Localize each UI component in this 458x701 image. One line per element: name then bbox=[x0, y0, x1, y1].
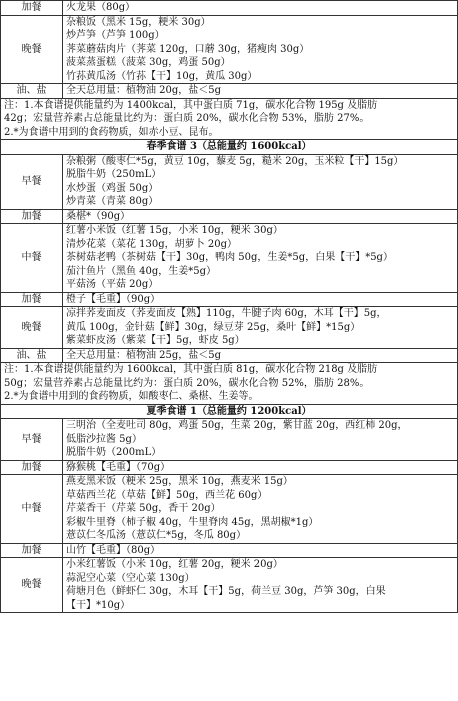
meal-content bbox=[63, 558, 458, 613]
meal-row bbox=[1, 419, 458, 461]
meal-content bbox=[63, 224, 458, 293]
content-line: 全天总用量：植物油 25g，盐＜5g bbox=[66, 349, 222, 361]
content-line: 平菇汤（平菇 20g） bbox=[66, 279, 159, 290]
meal-content bbox=[63, 1, 458, 16]
content-line: 全天总用量：植物油 20g，盐＜5g bbox=[66, 85, 222, 96]
content-line: 薏苡仁冬瓜汤（薏苡仁*5g，冬瓜 80g） bbox=[66, 530, 247, 541]
content-line: 50g；宏量营养素占总能量比约为：蛋白质 20%，碳水化合物 52%，脂肪 28%。 bbox=[4, 377, 370, 389]
note-row bbox=[1, 98, 458, 140]
content-line: 炒青菜（青菜 80g） bbox=[66, 196, 159, 207]
meal-label: 晚餐 bbox=[1, 307, 63, 349]
meal-content bbox=[63, 209, 458, 224]
meal-row bbox=[1, 209, 458, 224]
content-line: 猕猴桃【毛重】（70g） bbox=[66, 461, 171, 473]
content-line: 芹菜香干（芹菜 50g，香干 20g） bbox=[66, 503, 221, 514]
content-line: 菠菜蒸蛋糕（菠菜 30g，鸡蛋 50g） bbox=[66, 57, 231, 68]
meal-content bbox=[63, 419, 458, 461]
content-line: 2.*为食谱中用到的食药物质，如赤小豆、昆布。 bbox=[4, 126, 219, 138]
meal-label: 加餐 bbox=[1, 543, 63, 558]
content-line: 杂粮饭（黑米 15g，粳米 30g） bbox=[66, 16, 211, 28]
content-line: 桑椹*（90g） bbox=[66, 210, 131, 222]
meal-content bbox=[63, 475, 458, 544]
content-line: 黄瓜 100g，金针菇【鲜】30g，绿豆芽 25g，桑叶【鲜】*15g） bbox=[66, 321, 361, 333]
meal-label: 加餐 bbox=[1, 460, 63, 475]
content-line: 紫菜虾皮汤（紫菜【干】5g，虾皮 5g） bbox=[66, 335, 245, 346]
content-line: 脱脂牛奶（250mL） bbox=[66, 169, 162, 180]
meal-label: 中餐 bbox=[1, 475, 63, 544]
content-line: 凉拌荞麦面皮（荞麦面皮【熟】110g，牛腱子肉 60g，木耳【干】5g， bbox=[66, 308, 387, 319]
content-line: 注：1.本食谱提供能量约为 1400kcal，其中蛋白质 71g，碳水化合物 195g 及脂肪 bbox=[4, 99, 378, 111]
content-line: 山竹【毛重】（80g） bbox=[66, 544, 161, 556]
content-line: 脱脂牛奶（200mL） bbox=[66, 447, 162, 458]
meal-label: 油、盐 bbox=[1, 84, 63, 99]
meal-label: 油、盐 bbox=[1, 348, 63, 363]
nutrition-note bbox=[1, 363, 458, 405]
content-line: 竹荪黄瓜汤（竹荪【干】10g，黄瓜 30g） bbox=[66, 70, 258, 82]
content-line: 三明治（全麦吐司 80g，鸡蛋 50g，生菜 20g，紫甘蓝 20g，西红柿 20g， bbox=[66, 420, 408, 431]
meal-content bbox=[63, 307, 458, 349]
meal-row bbox=[1, 84, 458, 99]
meal-row bbox=[1, 292, 458, 307]
content-line: 彩椒牛里脊（柿子椒 40g，牛里脊肉 45g，黑胡椒*1g） bbox=[66, 516, 319, 528]
meal-row bbox=[1, 543, 458, 558]
meal-row bbox=[1, 154, 458, 209]
meal-label: 早餐 bbox=[1, 419, 63, 461]
meal-row bbox=[1, 224, 458, 293]
meal-content bbox=[63, 154, 458, 209]
meal-label: 加餐 bbox=[1, 292, 63, 307]
meal-row bbox=[1, 558, 458, 613]
meal-row bbox=[1, 1, 458, 16]
meal-content bbox=[63, 543, 458, 558]
content-line: 杂粮粥（酸枣仁*5g，黄豆 10g，藜麦 5g，糙米 20g，玉米粒【干】15g） bbox=[66, 155, 404, 167]
meal-label: 晚餐 bbox=[1, 15, 63, 84]
content-line: 水炒蛋（鸡蛋 50g） bbox=[66, 182, 159, 194]
content-line: 炒芦笋（芦笋 100g） bbox=[66, 30, 165, 41]
content-line: 茶树菇老鸭（茶树菇【干】30g，鸭肉 50g，生姜*5g，白果【干】*5g） bbox=[66, 252, 393, 263]
content-line: 火龙果（80g） bbox=[66, 2, 136, 13]
content-line: 草菇西兰花（草菇【鲜】50g，西兰花 60g） bbox=[66, 489, 268, 501]
content-line: 清炒花菜（菜花 130g，胡萝卜 20g） bbox=[66, 238, 237, 250]
meal-label: 加餐 bbox=[1, 1, 63, 16]
section-title: 春季食谱 3（总能量约 1600kcal） bbox=[1, 140, 458, 155]
meal-label: 加餐 bbox=[1, 209, 63, 224]
content-line: 42g；宏量营养素占总能量比约为：蛋白质 20%，碳水化合物 53%，脂肪 27%。 bbox=[4, 113, 370, 124]
content-line: 荠菜蘑菇肉片（荠菜 120g，口蘑 30g，猪瘦肉 30g） bbox=[66, 43, 310, 55]
content-line: 2.*为食谱中用到的食药物质，如酸枣仁、桑椹、生姜等。 bbox=[4, 391, 259, 402]
content-line: 蒜泥空心菜（空心菜 130g） bbox=[66, 572, 195, 584]
meal-label: 中餐 bbox=[1, 224, 63, 293]
meal-row bbox=[1, 460, 458, 475]
content-line: 橙子【毛重】（90g） bbox=[66, 293, 161, 305]
section-row bbox=[1, 140, 458, 155]
meal-content bbox=[63, 15, 458, 84]
meal-label: 早餐 bbox=[1, 154, 63, 209]
meal-row bbox=[1, 307, 458, 349]
meal-content bbox=[63, 292, 458, 307]
note-row bbox=[1, 363, 458, 405]
meal-content bbox=[63, 84, 458, 99]
content-line: 荷塘月色（鲜虾仁 30g，木耳【干】5g，荷兰豆 30g，芦笋 30g，白果 bbox=[66, 586, 386, 597]
content-line: 茄汁鱼片（黑鱼 40g，生姜*5g） bbox=[66, 265, 217, 277]
meal-content bbox=[63, 460, 458, 475]
meal-row bbox=[1, 348, 458, 363]
section-title: 夏季食谱 1（总能量约 1200kcal） bbox=[1, 404, 458, 419]
nutrition-note bbox=[1, 98, 458, 140]
content-line: 红薯小米饭（红薯 15g，小米 10g，粳米 30g） bbox=[66, 225, 283, 236]
content-line: 【干】*10g） bbox=[66, 599, 131, 611]
meal-label: 晚餐 bbox=[1, 558, 63, 613]
content-line: 低脂沙拉酱 5g） bbox=[66, 433, 142, 445]
content-line: 小米红薯饭（小米 10g，红薯 20g，粳米 20g） bbox=[66, 559, 283, 570]
meal-content bbox=[63, 348, 458, 363]
content-line: 注：1.本食谱提供能量约为 1600kcal，其中蛋白质 81g，碳水化合物 218g 及脂肪 bbox=[4, 364, 378, 375]
content-line: 燕麦黑米饭（粳米 25g，黑米 10g，燕麦米 15g） bbox=[66, 476, 293, 487]
meal-row bbox=[1, 15, 458, 84]
section-row bbox=[1, 404, 458, 419]
meal-row bbox=[1, 475, 458, 544]
